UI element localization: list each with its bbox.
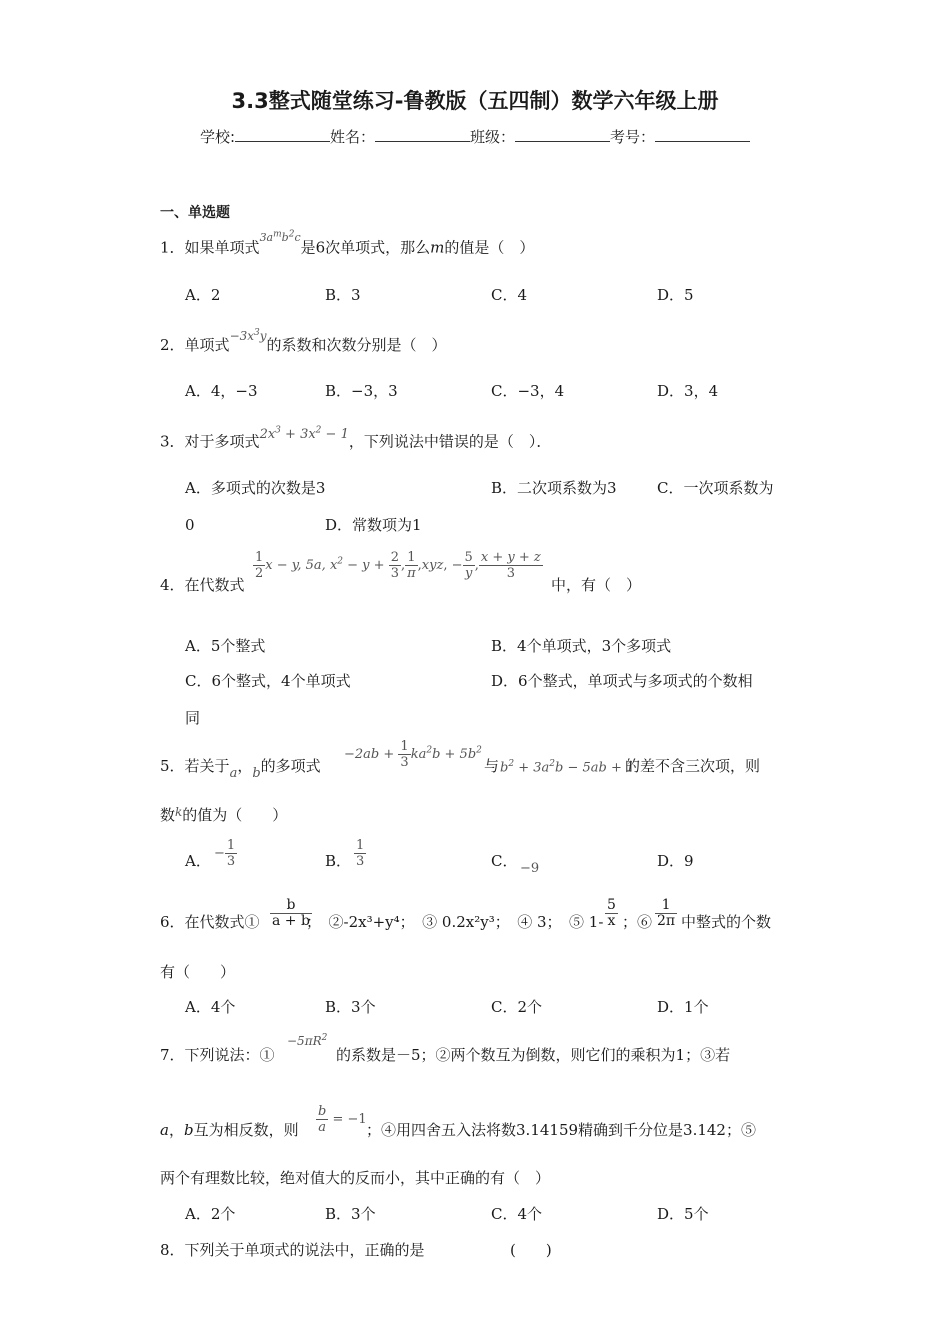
option-b-label[interactable]: B．	[325, 852, 352, 870]
formula: $\frac{b}{a + b}$	[272, 897, 310, 929]
class-label: 班级：	[470, 128, 516, 146]
exam-no-blank	[655, 128, 750, 142]
question-7	[160, 1045, 275, 1065]
question-text: 与	[484, 757, 500, 775]
question-number: 4．	[160, 576, 185, 594]
question-text: ，下列说法中错误的是（ ）．	[348, 432, 552, 451]
option-c-label[interactable]: C．	[491, 852, 518, 870]
option-c[interactable]: C．4个	[491, 1205, 543, 1223]
variable: b	[252, 766, 261, 781]
question-text: 有（ ）	[160, 963, 236, 981]
option-a[interactable]: A．2	[185, 286, 221, 304]
page-title: 3.3整式随堂练习-鲁教版（五四制）数学六年级上册	[231, 89, 719, 113]
question-4	[160, 575, 245, 595]
question-3	[160, 426, 552, 453]
question-text: 在代数式	[184, 576, 245, 594]
variable: a	[160, 1121, 169, 1139]
option-c[interactable]: C．2个	[491, 998, 543, 1016]
option-c-value: −9	[520, 861, 540, 876]
option-d[interactable]: D．常数项为1	[325, 516, 422, 534]
option-a[interactable]: A．4个	[185, 998, 236, 1016]
question-text: 如果单项式	[184, 238, 260, 257]
option-b-value: $\frac{1}{3}$	[356, 838, 365, 869]
exam-no-label: 考号：	[610, 128, 656, 146]
question-5-line-2	[160, 805, 287, 826]
option-c[interactable]: C．一次项系数为	[657, 479, 774, 497]
name-label: 姓名：	[330, 128, 376, 146]
option-c[interactable]: C．4	[491, 286, 528, 304]
question-number: 3．	[160, 432, 185, 451]
question-8	[160, 1240, 425, 1260]
option-c[interactable]: C．6个整式，4个单项式	[185, 672, 351, 690]
formula: $\frac{1}{2\pi}$	[657, 897, 676, 929]
option-b[interactable]: B．3个	[325, 998, 376, 1016]
variable: m	[430, 238, 445, 257]
question-text: 的差不含三次项，则	[625, 757, 761, 775]
question-text: ，	[168, 1121, 184, 1139]
option-b[interactable]: B．3	[325, 286, 361, 304]
variable: b	[183, 1121, 194, 1139]
question-number: 1．	[160, 238, 185, 257]
question-text: 下列说法：①	[184, 1046, 275, 1064]
name-blank	[375, 128, 470, 142]
formula: $\frac{5}{x}$	[607, 897, 616, 929]
question-text: 中，有（ ）	[551, 576, 642, 594]
question-number: 7．	[160, 1046, 185, 1064]
option-a[interactable]: A．4，−3	[185, 382, 258, 400]
formula: $\frac{1}{2}$ x − y, 5a, $x^2 - y$ + $\frac{2}{3}$ , $\frac{1}{\pi}$ ,xyz, − $\frac{5}{y}$ , $\frac{x + y + z}{3}$	[255, 550, 541, 581]
option-b[interactable]: B．二次项系数为3	[491, 479, 617, 497]
formula: $\frac{b}{a}$ = −1	[318, 1104, 367, 1135]
option-a-value: − $\frac{1}{3}$	[214, 838, 236, 869]
formula: −2ab + $\frac{1}{3}$ $ka^2b + 5b^2$	[344, 739, 482, 770]
option-d[interactable]: D．5个	[657, 1205, 709, 1223]
question-7-line-2	[160, 1120, 299, 1140]
question-text: 对于多项式	[184, 432, 260, 451]
question-text: 互为相反数，则	[193, 1121, 299, 1139]
option-d-wrap: 同	[185, 709, 201, 727]
option-a[interactable]: A．2个	[185, 1205, 236, 1223]
question-text: 若关于	[184, 757, 230, 775]
school-blank	[235, 128, 330, 142]
option-b[interactable]: B．4个单项式，3个多项式	[491, 637, 672, 655]
option-d[interactable]: D．3，4	[657, 382, 719, 400]
question-2	[160, 328, 447, 356]
question-number: 6．	[160, 913, 185, 931]
answer-paren: ( )	[510, 1241, 552, 1259]
option-d[interactable]: D．6个整式，单项式与多项式的个数相	[491, 672, 753, 690]
question-number: 2．	[160, 336, 185, 354]
option-a-label[interactable]: A．	[185, 852, 211, 870]
question-5	[160, 756, 321, 781]
question-text: 两个有理数比较，绝对值大的反而小，其中正确的有（ ）	[160, 1169, 551, 1187]
question-text: 数	[160, 806, 176, 824]
formula: 3amb2c	[259, 229, 301, 244]
question-text: 的值为（ ）	[182, 806, 288, 824]
question-text: ；④用四舍五入法将数3.14159精确到千分位是3.142；⑤	[366, 1121, 756, 1139]
question-text: 的系数和次数分别是（ ）	[266, 336, 447, 354]
formula: $b^2 + 3a^2b - 5ab + 1$	[500, 759, 635, 776]
question-text: 的值是（ ）	[444, 238, 535, 257]
question-text: ；⑥	[622, 913, 653, 931]
question-text: 中整式的个数	[681, 913, 772, 931]
school-label: 学校:	[199, 128, 235, 146]
option-c-wrap: 0	[185, 516, 195, 534]
question-6	[160, 912, 260, 932]
option-b[interactable]: B．−3，3	[325, 382, 398, 400]
formula: −3x3y	[229, 328, 267, 343]
option-d[interactable]: D．9	[657, 852, 694, 870]
question-text: 是6次单项式，那么	[300, 238, 431, 257]
option-c[interactable]: C．−3，4	[491, 382, 565, 400]
formula: $2x^3 + 3x^2 - 1$	[259, 426, 349, 443]
option-d[interactable]: D．1个	[657, 998, 709, 1016]
question-1	[160, 229, 535, 260]
question-text: 下列关于单项式的说法中，正确的是	[184, 1241, 425, 1259]
question-text: 在代数式①	[184, 913, 260, 931]
student-info-line	[0, 126, 950, 147]
question-number: 8．	[160, 1241, 185, 1259]
question-text: 的系数是－5；②两个数互为倒数，则它们的乘积为1；③若	[336, 1046, 731, 1064]
option-a[interactable]: A．多项式的次数是3	[185, 479, 326, 497]
variable: a	[229, 766, 238, 781]
formula: $-5\pi R^2$	[287, 1033, 328, 1048]
option-d[interactable]: D．5	[657, 286, 694, 304]
variable: k	[175, 805, 183, 819]
question-text: 单项式	[184, 336, 230, 354]
section-title: 一、单选题	[160, 205, 230, 221]
option-a[interactable]: A．5个整式	[185, 637, 266, 655]
option-b[interactable]: B．3个	[325, 1205, 376, 1223]
question-text: 的多项式	[260, 757, 321, 775]
question-text: ； ②-2x³+y⁴； ③ 0.2x²y³； ④ 3； ⑤ 1-	[306, 913, 604, 931]
class-blank	[515, 128, 610, 142]
question-number: 5．	[160, 757, 185, 775]
question-text: ，	[237, 757, 253, 775]
